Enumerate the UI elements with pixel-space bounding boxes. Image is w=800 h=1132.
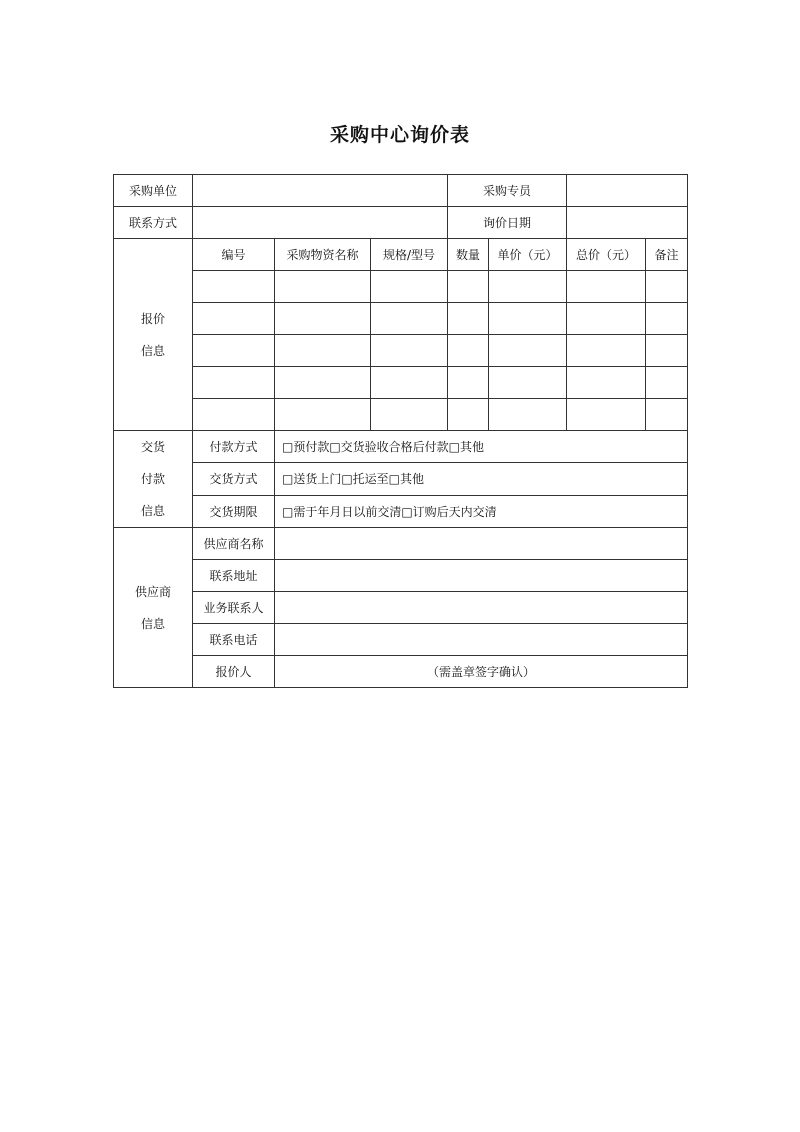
purchaser-field[interactable] [567,175,688,207]
quote-cell[interactable] [371,335,448,367]
quote-row [114,271,688,303]
form-row-unit [114,175,688,207]
supplier-address-row [114,560,688,592]
column-header-quantity: 数量 [448,239,489,271]
quote-cell[interactable] [448,367,489,399]
quote-cell[interactable] [448,303,489,335]
quote-cell[interactable] [646,271,688,303]
supplier-contact-person-field[interactable] [275,592,688,624]
form-row-contact [114,207,688,239]
quote-cell[interactable] [193,335,275,367]
quote-header-row [114,239,688,271]
quote-cell[interactable] [193,399,275,431]
quote-cell[interactable] [646,303,688,335]
quote-cell[interactable] [193,367,275,399]
delivery-method-options[interactable]: □送货上门□托运至□其他 [275,463,688,495]
quote-cell[interactable] [193,271,275,303]
delivery-section-label-line2: 付款 [140,472,165,486]
column-header-remarks: 备注 [646,239,688,271]
delivery-deadline-options[interactable]: □需于年月日以前交清□订购后天内交清 [275,495,688,527]
quote-section-label-line2: 信息 [140,343,165,358]
supplier-section-label-line1: 供应商 [134,584,171,599]
supplier-phone-field[interactable] [275,624,688,656]
supplier-section-label [114,528,193,688]
quote-cell[interactable] [646,399,688,431]
inquiry-form-table [113,174,688,688]
supplier-contact-row [114,592,688,624]
delivery-deadline-label: 交货期限 [193,495,275,527]
payment-method-label: 付款方式 [193,431,275,463]
quote-cell[interactable] [275,335,371,367]
inquiry-date-label: 询价日期 [448,207,567,239]
supplier-address-label: 联系地址 [193,560,275,592]
quote-cell[interactable] [371,399,448,431]
column-header-item-name: 采购物资名称 [275,239,371,271]
quote-cell[interactable] [567,399,646,431]
supplier-address-field[interactable] [275,560,688,592]
inquiry-date-field[interactable] [567,207,688,239]
supplier-phone-label: 联系电话 [193,624,275,656]
payment-method-options[interactable]: □预付款□交货验收合格后付款□其他 [275,431,688,463]
quote-cell[interactable] [489,367,567,399]
quote-row [114,303,688,335]
quote-cell[interactable] [646,367,688,399]
quote-cell[interactable] [567,335,646,367]
quote-cell[interactable] [371,271,448,303]
quote-cell[interactable] [567,303,646,335]
quoter-signature-field[interactable]: （需盖章签字确认） [275,656,688,688]
payment-row [114,431,688,463]
quote-row [114,335,688,367]
page-title: 采购中心询价表 [329,124,470,146]
purchasing-unit-field[interactable] [193,175,448,207]
quote-row [114,399,688,431]
supplier-phone-row [114,624,688,656]
quote-cell[interactable] [489,271,567,303]
supplier-name-field[interactable] [275,528,688,560]
purchasing-unit-label: 采购单位 [114,175,193,207]
supplier-section-label-line2: 信息 [140,616,165,631]
column-header-total-price: 总价（元） [567,239,646,271]
delivery-method-label: 交货方式 [193,463,275,495]
quote-cell[interactable] [448,271,489,303]
quote-cell[interactable] [275,399,371,431]
quote-cell[interactable] [371,303,448,335]
quote-cell[interactable] [371,367,448,399]
purchaser-label: 采购专员 [448,175,567,207]
quote-cell[interactable] [448,399,489,431]
supplier-contact-person-label: 业务联系人 [193,592,275,624]
supplier-name-row [114,528,688,560]
column-header-number: 编号 [193,239,275,271]
quoter-row [114,656,688,688]
delivery-section-label [114,431,193,528]
quote-cell[interactable] [489,335,567,367]
quote-cell[interactable] [193,303,275,335]
quote-cell[interactable] [275,271,371,303]
quote-cell[interactable] [567,271,646,303]
quote-section-label [114,239,193,431]
quote-cell[interactable] [448,335,489,367]
quote-row [114,367,688,399]
column-header-unit-price: 单价（元） [489,239,567,271]
column-header-spec-model: 规格/型号 [371,239,448,271]
quoter-label: 报价人 [193,656,275,688]
delivery-method-row [114,463,688,495]
delivery-section-label-line3: 信息 [140,504,165,518]
quote-section-label-line1: 报价 [140,311,165,326]
delivery-deadline-row [114,495,688,527]
contact-method-label: 联系方式 [114,207,193,239]
contact-method-field[interactable] [193,207,448,239]
delivery-section-label-line1: 交货 [140,440,165,454]
quote-cell[interactable] [275,367,371,399]
quote-cell[interactable] [489,303,567,335]
supplier-name-label: 供应商名称 [193,528,275,560]
quote-cell[interactable] [489,399,567,431]
quote-cell[interactable] [567,367,646,399]
quote-cell[interactable] [275,303,371,335]
quote-cell[interactable] [646,335,688,367]
